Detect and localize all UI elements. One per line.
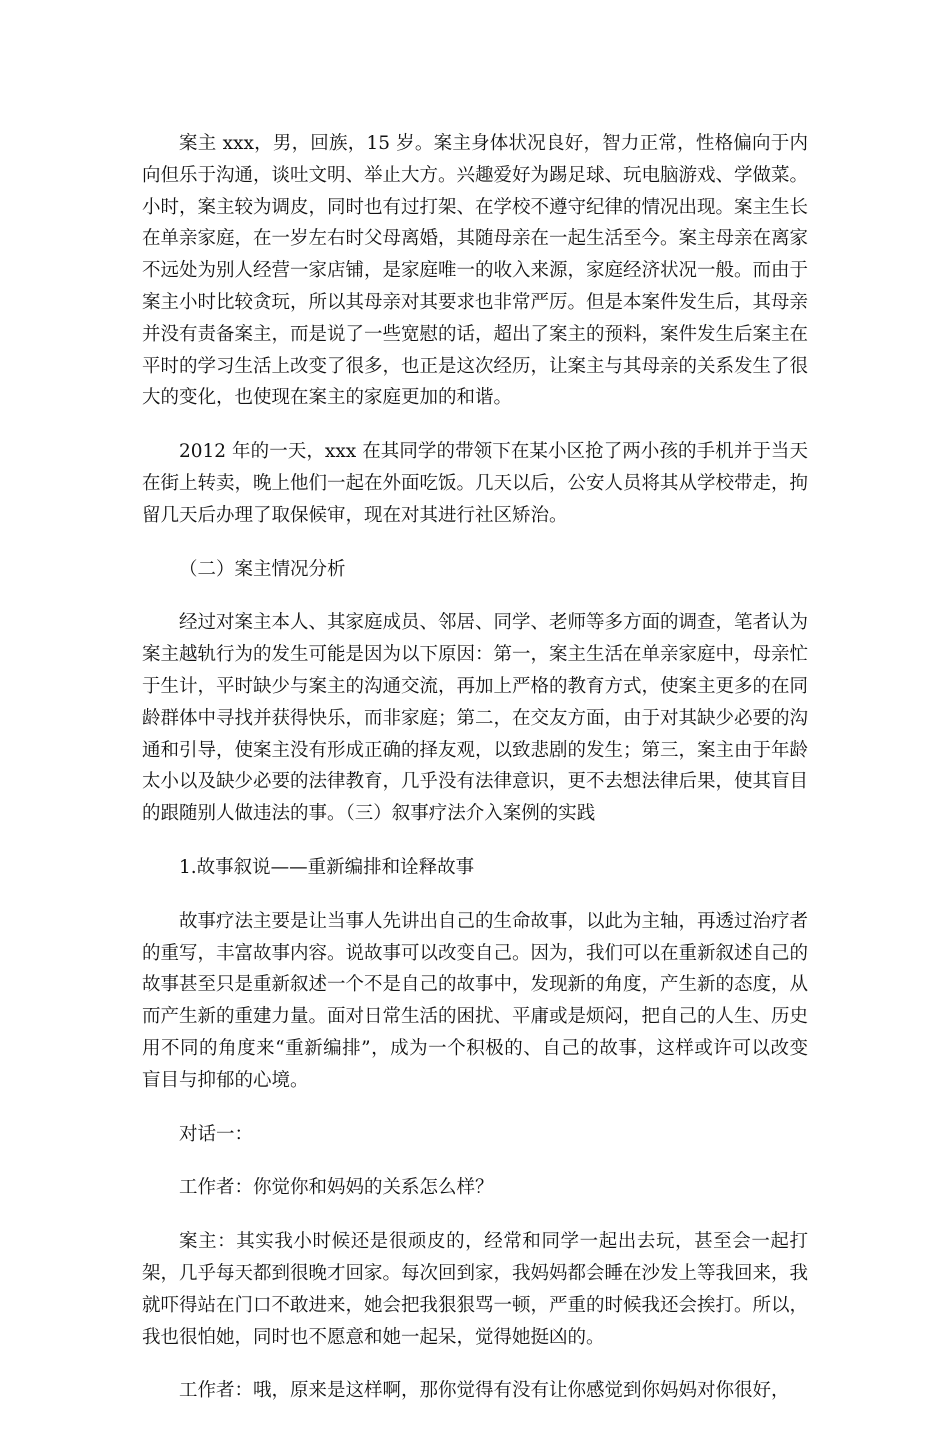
subsection-heading-storytelling: 1.故事叙说——重新编排和诠释故事	[179, 856, 475, 878]
document-page	[142, 128, 808, 1429]
dialogue-client-line: 案主：其实我小时候还是很顽皮的，经常和同学一起出去玩，甚至会一起打架，几乎每天都到很晚才回家。每次回到家，我妈妈都会睡在沙发上等我回来，我就吓得站在门口不敢进来，她会把我狠狠骂一顿，严重的时候我还会挨打。所以，我也很怕她，同时也不愿意和她一起呆，觉得她挺凶的。	[142, 1231, 809, 1348]
section-heading-analysis: （二）案主情况分析	[179, 558, 346, 580]
narrative-therapy-paragraph: 故事疗法主要是让当事人先讲出自己的生命故事，以此为主轴，再透过治疗者的重写，丰富故事内容。说故事可以改变自己。因为，我们可以在重新叙述自己的故事甚至只是重新叙述一个不是自己的故事中，发现新的角度，产生新的态度，从而产生新的重建力量。面对日常生活的困扰、平庸或是烦闷，把自己的人生、历史用不同的角度来“重新编排”，成为一个积极的、自己的故事，这样或许可以改变盲目与抑郁的心境。	[142, 910, 809, 1091]
dialogue-label: 对话一：	[179, 1123, 254, 1145]
case-background-paragraph: 案主 xxx，男，回族，15 岁。案主身体状况良好，智力正常，性格偏向于内向但乐于沟通，谈吐文明、举止大方。兴趣爱好为踢足球、玩电脑游戏、学做菜。小时，案主较为调皮，同时也有过打架、在学校不遵守纪律的情况出现。案主生长在单亲家庭，在一岁左右时父母离婚，其随母亲在一起生活至今。案主母亲在离家不远处为别人经营一家店铺，是家庭唯一的收入来源，家庭经济状况一般。而由于案主小时比较贪玩，所以其母亲对其要求也非常严厉。但是本案件发生后，其母亲并没有责备案主，而是说了一些宽慰的话，超出了案主的预料，案件发生后案主在平时的学习生活上改变了很多，也正是这次经历，让案主与其母亲的关系发生了很大的变化，也使现在案主的家庭更加的和谐。	[142, 133, 809, 409]
dialogue-worker-line: 工作者：哦，原来是这样啊，那你觉得有没有让你感觉到你妈妈对你很好，	[179, 1380, 790, 1402]
analysis-paragraph: 经过对案主本人、其家庭成员、邻居、同学、老师等多方面的调查，笔者认为案主越轨行为的发生可能是因为以下原因：第一，案主生活在单亲家庭中，母亲忙于生计，平时缺少与案主的沟通交流，再加上严格的教育方式，使案主更多的在同龄群体中寻找并获得快乐，而非家庭；第二，在交友方面，由于对其缺少必要的沟通和引导，使案主没有形成正确的择友观，以致悲剧的发生；第三，案主由于年龄太小以及缺少必要的法律教育，几乎没有法律意识，更不去想法律后果，使其盲目的跟随别人做违法的事。（三）叙事疗法介入案例的实践	[142, 612, 809, 825]
dialogue-worker-line: 工作者：你觉你和妈妈的关系怎么样？	[179, 1177, 494, 1199]
case-incident-paragraph: 2012 年的一天，xxx 在其同学的带领下在某小区抢了两小孩的手机并于当天在街上转卖，晚上他们一起在外面吃饭。几天以后，公安人员将其从学校带走，拘留几天后办理了取保候审，现在对其进行社区矫治。	[142, 441, 809, 526]
